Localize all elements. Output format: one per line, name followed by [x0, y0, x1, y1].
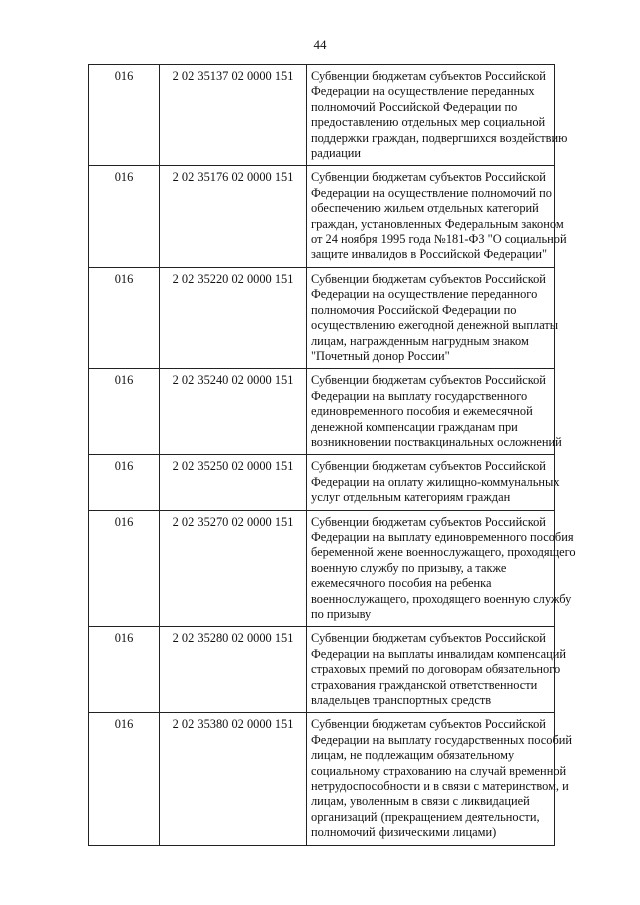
revenue-description-cell	[307, 369, 562, 455]
description-line: владельцев транспортных средств	[311, 693, 492, 708]
table-row	[89, 369, 555, 455]
description-line: Федерации на оплату жилищно-коммунальных	[311, 474, 560, 489]
description-line: Федерации на выплату государственных пособий	[311, 732, 573, 747]
table-row	[89, 627, 555, 713]
description-line: полномочий физическими лицами)	[311, 825, 497, 840]
revenue-description-cell	[307, 455, 560, 510]
description-line: Субвенции бюджетам субъектов Российской	[311, 514, 546, 529]
table-row	[89, 267, 555, 368]
table-row	[89, 166, 555, 267]
description-line: Субвенции бюджетам субъектов Российской	[311, 170, 546, 185]
description-line: Субвенции бюджетам субъектов Российской	[311, 271, 546, 286]
admin-code-cell: 016	[89, 510, 160, 627]
description-line: от 24 ноября 1995 года №181-ФЗ "О социальной	[311, 232, 567, 247]
budget-classification-code-cell: 2 02 35380 02 0000 151	[160, 713, 307, 845]
description-line: по призыву	[311, 607, 372, 621]
description-line: возникновении поствакцинальных осложнений	[311, 434, 562, 449]
description-line: Субвенции бюджетам субъектов Российской	[311, 373, 546, 388]
admin-code-cell: 016	[89, 369, 160, 455]
description-line: предоставлению отдельных мер социальной	[311, 115, 546, 130]
table-row	[89, 510, 555, 627]
table-row	[89, 455, 555, 510]
description-line: Федерации на выплаты инвалидам компенсаций	[311, 646, 566, 661]
table-row	[89, 65, 555, 166]
description-line: радиации	[311, 146, 362, 161]
description-line: Субвенции бюджетам субъектов Российской	[311, 631, 546, 646]
description-line: страховых премий по договорам обязательного	[311, 662, 561, 677]
description-line: страхования гражданской ответственности	[311, 677, 538, 692]
description-line: Федерации на выплату государственного	[311, 388, 528, 403]
description-line: лицам, уволенным в связи с ликвидацией	[311, 794, 530, 809]
description-line: Федерации на осуществление переданных	[311, 84, 535, 99]
budget-classification-code-cell: 2 02 35280 02 0000 151	[160, 627, 307, 713]
description-line: поддержки граждан, подвергшихся воздействию	[311, 130, 568, 145]
description-line: лицам, не подлежащим обязательному	[311, 748, 515, 763]
description-line: граждан, установленных Федеральным законом	[311, 216, 564, 231]
budget-classification-code-cell: 2 02 35270 02 0000 151	[160, 510, 307, 627]
revenue-description-cell	[307, 267, 559, 368]
description-line: ежемесячного пособия на ребенка	[311, 576, 492, 591]
admin-code-cell: 016	[89, 267, 160, 368]
description-line: "Почетный донор России"	[311, 348, 450, 363]
description-line: Субвенции бюджетам субъектов Российской	[311, 69, 546, 83]
revenue-description-cell	[307, 65, 568, 166]
description-line: полномочия Российской Федерации по	[311, 302, 517, 317]
description-line: военную службу по призыву, а также	[311, 560, 507, 575]
description-line: услуг отдельным категориям граждан	[311, 490, 511, 505]
revenue-description-cell	[307, 166, 567, 267]
description-line: защите инвалидов в Российской Федерации"	[311, 247, 548, 262]
revenue-code-table	[88, 64, 576, 846]
budget-classification-code-cell: 2 02 35137 02 0000 151	[160, 65, 307, 166]
description-line: единовременного пособия и ежемесячной	[311, 404, 533, 419]
description-line: осуществлению ежегодной денежной выплаты	[311, 318, 559, 333]
budget-classification-code-cell: 2 02 35176 02 0000 151	[160, 166, 307, 267]
admin-code-cell: 016	[89, 455, 160, 510]
admin-code-cell: 016	[89, 65, 160, 166]
description-line: нетрудоспособности и в связи с материнством, и	[311, 779, 569, 794]
description-line: беременной жене военнослужащего, проходящего	[311, 545, 576, 560]
page-number: 44	[313, 37, 327, 52]
description-line: Федерации на выплату единовременного пособия	[311, 529, 574, 544]
description-line: денежной компенсации гражданам при	[311, 419, 518, 434]
description-line: лицам, награжденным нагрудным знаком	[311, 333, 529, 348]
description-line: Субвенции бюджетам субъектов Российской	[311, 717, 546, 732]
revenue-description-cell	[307, 510, 576, 627]
budget-classification-code-cell: 2 02 35250 02 0000 151	[160, 455, 307, 510]
admin-code-cell: 016	[89, 166, 160, 267]
description-line: полномочий Российской Федерации по	[311, 99, 518, 114]
description-line: военнослужащего, проходящего военную службу	[311, 591, 572, 606]
admin-code-cell: 016	[89, 627, 160, 713]
table-body	[89, 65, 576, 846]
description-line: Федерации на осуществление полномочий по	[311, 185, 552, 200]
description-line: Субвенции бюджетам субъектов Российской	[311, 459, 546, 474]
revenue-description-cell	[307, 627, 566, 713]
budget-classification-code-cell: 2 02 35220 02 0000 151	[160, 267, 307, 368]
description-line: социальному страхованию на случай временной	[311, 763, 567, 778]
revenue-description-cell	[307, 713, 573, 845]
admin-code-cell: 016	[89, 713, 160, 845]
budget-classification-code-cell: 2 02 35240 02 0000 151	[160, 369, 307, 455]
description-line: обеспечению жильем отдельных категорий	[311, 201, 539, 216]
table-row	[89, 713, 555, 845]
description-line: организаций (прекращением деятельности,	[311, 809, 540, 824]
description-line: Федерации на осуществление переданного	[311, 287, 538, 302]
